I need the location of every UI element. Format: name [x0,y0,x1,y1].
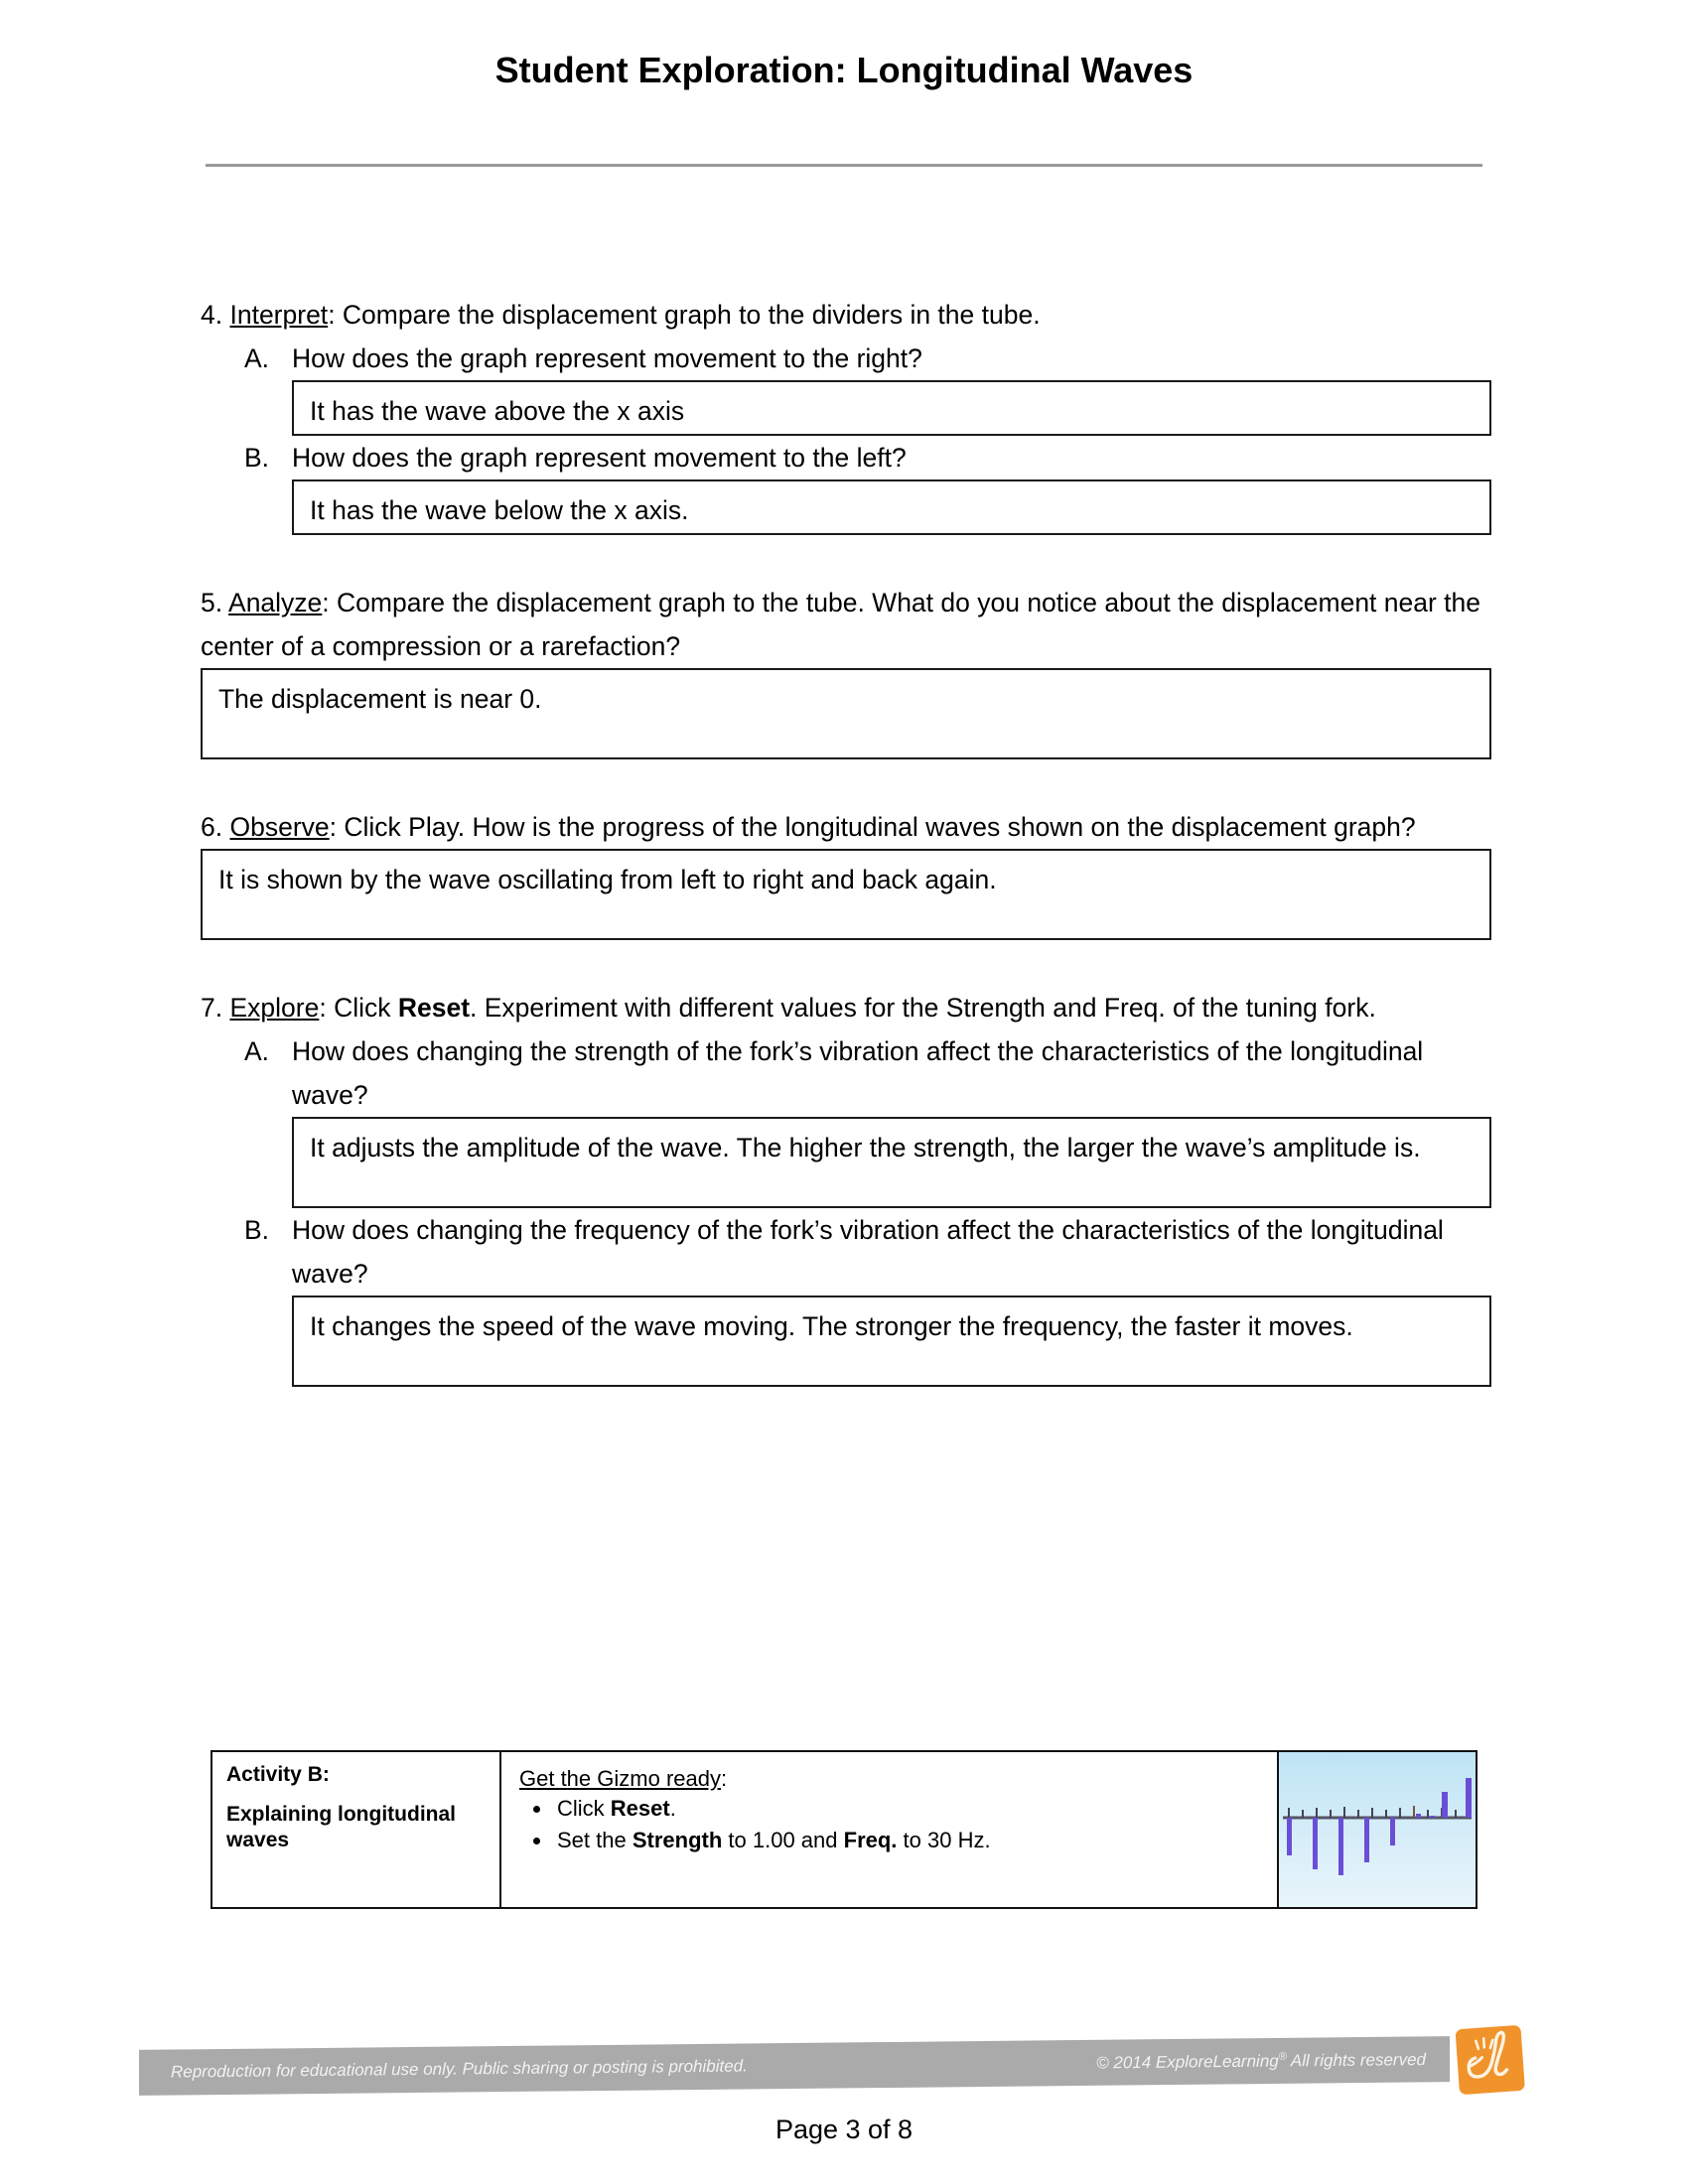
question-6-keyword: Observe [229,812,330,842]
activity-label: Activity B: [226,1763,330,1786]
question-4b-text: How does the graph represent movement to the left? [292,443,907,473]
footer-copyright [1096,2049,1426,2073]
question-4a-letter: A. [244,343,270,373]
question-7-reset-bold: Reset [397,993,471,1023]
graph-tick-marks [1289,1806,1468,1818]
question-7-number: 7. [201,993,223,1023]
spacer [201,940,1491,986]
answer-box-4a[interactable]: It has the wave above the x axis [292,380,1491,436]
activity-name: Explaining longitudinal waves [226,1803,456,1851]
question-4 [201,293,1491,337]
title-divider [206,164,1482,167]
step-1-pre: Click [557,1796,611,1821]
question-4b [244,436,1491,479]
step-2-post: to 30 Hz. [897,1828,991,1852]
question-5 [201,581,1491,668]
step-2-bold: Strength [632,1828,723,1852]
activity-label-cell [212,1752,501,1907]
gizmo-ready-colon: : [720,1766,728,1791]
question-4a-text: How does the graph represent movement to the right? [292,343,922,373]
question-7-prompt-part1: : Click [319,993,398,1023]
question-4a [244,337,1491,380]
footer-banner [139,2038,1450,2094]
answer-box-4b[interactable]: It has the wave below the x axis. [292,479,1491,535]
activity-b-table [211,1750,1477,1909]
question-4-prompt: : Compare the displacement graph to the dividers in the tube. [328,300,1041,330]
footer-registered-mark: ® [1278,2050,1287,2063]
question-7b-letter: B. [244,1215,270,1245]
step-2-pre: Set the [557,1828,633,1852]
explorelearning-logo [1450,2021,1531,2107]
step-1-bold: Reset [610,1796,670,1821]
page-number: Page 3 of 8 [774,2115,914,2144]
activity-instructions-cell [501,1752,1279,1907]
activity-step-2 [553,1826,1277,1855]
step-2-mid: to 1.00 and [722,1828,844,1852]
displacement-graph-svg [1279,1752,1476,1907]
question-7a-letter: A. [244,1036,270,1066]
answer-box-7a[interactable]: It adjusts the amplitude of the wave. The higher the strength, the larger the wave’s amplitude is. [292,1117,1491,1208]
question-7a-text: How does changing the strength of the fork’s vibration affect the characteristics of the longitudinal wave? [292,1036,1424,1110]
answer-box-6[interactable]: It is shown by the wave oscillating from left to right and back again. [201,849,1491,940]
question-5-prompt: : Compare the displacement graph to the tube. What do you notice about the displacement near the center of a compression or a rarefaction? [201,588,1481,661]
question-7b-text: How does changing the frequency of the fork’s vibration affect the characteristics of the longitudinal wave? [292,1215,1444,1289]
document-body [201,293,1491,1387]
question-5-keyword: Analyze [228,588,323,617]
graph-bars [1287,1778,1472,1875]
question-4-number: 4. [201,300,223,330]
question-6-number: 6. [201,812,223,842]
question-7a [244,1029,1491,1117]
spacer [201,535,1491,581]
question-6 [201,805,1491,849]
gizmo-ready-label: Get the Gizmo ready [519,1766,721,1791]
question-7 [201,986,1491,1029]
activity-step-1 [553,1794,1277,1824]
answer-box-5[interactable]: The displacement is near 0. [201,668,1491,759]
question-7-prompt-part2: . Experiment with different values for the Strength and Freq. of the tuning fork. [470,993,1376,1023]
activity-steps-list [519,1794,1277,1855]
question-7-keyword: Explore [229,993,320,1023]
gizmo-ready-heading [519,1764,1277,1794]
step-1-post: . [669,1796,676,1821]
step-2-bold2: Freq. [843,1828,898,1852]
question-4b-letter: B. [244,443,270,473]
question-4-keyword: Interpret [229,300,329,330]
question-5-number: 5. [201,588,223,617]
question-6-prompt: : Click Play. How is the progress of the longitudinal waves shown on the displacement graph? [329,812,1416,842]
question-7b [244,1208,1491,1296]
answer-box-7b[interactable]: It changes the speed of the wave moving. The stronger the frequency, the faster it moves. [292,1296,1491,1387]
footer-rights-text: All rights reserved [1286,2049,1426,2071]
footer-reproduction-notice: Reproduction for educational use only. Public sharing or posting is prohibited. [171,2056,748,2082]
spacer [201,759,1491,805]
page-title: Student Exploration: Longitudinal Waves [494,50,1194,90]
footer-copyright-text: © 2014 ExploreLearning [1096,2051,1279,2073]
displacement-graph-thumbnail [1279,1752,1476,1907]
